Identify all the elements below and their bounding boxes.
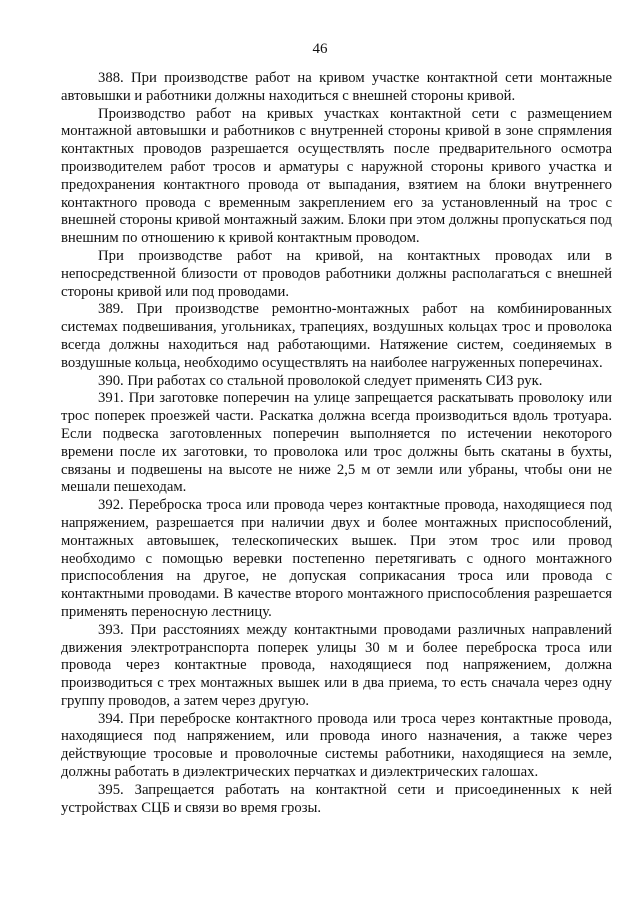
- paragraph-395: 395. Запрещается работать на контактной сети и присоединенных к ней устройствах СЦБ и связи во время грозы.: [61, 781, 612, 816]
- page-number: 46: [312, 41, 328, 57]
- paragraph-391: 391. При заготовке поперечин на улице запрещается раскатывать проволоку или трос поперек проезжей части. Раскатка должна всегда производиться вдоль тротуара. Если подвеска заготовленных поперечин выполняется по истечении некоторого времени после их заготовки, то проволока или трос должны быть скатаны в бухты, связаны и подвешены на высоте не ниже 2,5 м от земли или убраны, чтобы они не мешали пешеходам.: [61, 390, 612, 496]
- paragraph-393: 393. При расстояниях между контактными проводами различных направлений движения электротранспорта поперек улицы 30 м и более переброска троса или провода через контактные провода, находящиеся под напряжением, должна производиться с трех монтажных вышек или в два приема, то есть сначала через одну группу проводов, а затем через другую.: [61, 621, 612, 709]
- paragraph-394: 394. При переброске контактного провода или троса через контактные провода, находящиеся под напряжением, или провода иного назначения, а также через действующие тросовые и проволочные системы работники, находящиеся на земле, должны работать в диэлектрических перчатках и диэлектрических галошах.: [61, 710, 612, 781]
- paragraph-388-curve-worker-position: При производстве работ на кривой, на контактных проводах или в непосредственной близости от проводов работники должны располагаться с внешней стороны кривой или под проводами.: [61, 247, 612, 300]
- paragraph-388: 388. При производстве работ на кривом участке контактной сети монтажные автовышки и работники должны находиться с внешней стороны кривой.: [61, 70, 612, 104]
- paragraph-392: 392. Переброска троса или провода через контактные провода, находящиеся под напряжением, разрешается при наличии двух и более монтажных приспособлений, монтажных автовышек, телескопических вышек. При этом трос или провод необходимо с помощью веревки постепенно перетягивать с одного монтажного приспособления на другое, не допуская соприкасания троса или провода с контактными проводами. В качестве второго монтажного приспособления разрешается применять переносную лестницу.: [61, 497, 612, 620]
- paragraph-390: 390. При работах со стальной проволокой следует применять СИЗ рук.: [98, 372, 543, 389]
- document-body: [61, 70, 612, 817]
- paragraph-389: 389. При производстве ремонтно-монтажных работ на комбинированных системах подвешивания, угольниках, трапециях, воздушных кольцах трос и проволока всегда должны находиться над работающими. Натяжение систем, соединяемых в воздушные кольца, необходимо осуществлять на наиболее нагруженных поперечинах.: [61, 301, 612, 371]
- paragraph-388-curve-inner-side: Производство работ на кривых участках контактной сети с размещением монтажной автовышки и работников с внутренней стороны кривой в зоне спрямления контактных проводов разрешается осуществлять после предварительного осмотра производителем работ тросов и арматуры с наружной стороны кривого участка и предохранения контактного провода от выпадания, взятием на блоки внутреннего контактного провода с временным закреплением его за установленный на трос с внешней стороны кривой монтажный зажим. Блоки при этом должны пропускаться под внешним по отношению к кривой контактным проводом.: [61, 105, 612, 247]
